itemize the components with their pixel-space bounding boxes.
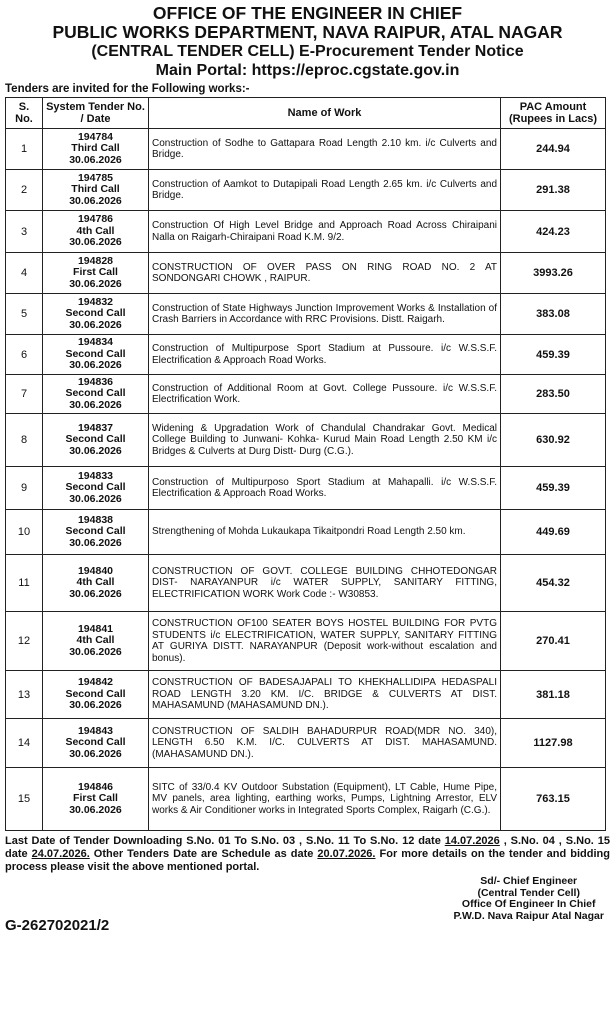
- cell-sno: 5: [6, 294, 43, 335]
- tender-date: 30.06.2026: [69, 194, 122, 207]
- tender-tender: 194786: [77, 213, 114, 226]
- table-row: [6, 211, 606, 253]
- cell-pac-amount: 381.18: [501, 671, 606, 719]
- tender-call: 4th Call: [76, 576, 115, 589]
- cell-pac-amount: 383.08: [501, 294, 606, 335]
- cell-pac-amount: 449.69: [501, 510, 606, 555]
- signature-line: Sd/- Chief Engineer: [480, 875, 578, 887]
- tender-date: 30.06.2026: [69, 803, 122, 816]
- cell-name-of-work: Construction of Aamkot to Dutapipali Road Length 2.65 km. i/c Culverts and Bridge.: [149, 170, 501, 211]
- footer-note: [5, 835, 610, 874]
- footer-date: 20.07.2026.: [317, 848, 376, 860]
- tender-call: First Call: [73, 266, 118, 279]
- table-row: [6, 510, 606, 555]
- tender-date: 30.06.2026: [69, 153, 122, 166]
- notice-title: (CENTRAL TENDER CELL) E-Procurement Tender Notice: [91, 43, 524, 60]
- header-sno: S. No.: [6, 98, 43, 129]
- footer-date: 24.07.2026.: [31, 848, 90, 860]
- table-row: [6, 467, 606, 510]
- cell-tender-no: [43, 170, 149, 211]
- cell-sno: 7: [6, 375, 43, 414]
- table-row: [6, 294, 606, 335]
- tender-date: 30.06.2026: [69, 236, 122, 249]
- cell-sno: 12: [6, 612, 43, 671]
- tender-date: 30.06.2026: [69, 444, 122, 457]
- tender-date: 30.06.2026: [69, 398, 122, 411]
- table-row: [6, 129, 606, 170]
- cell-pac-amount: 424.23: [501, 211, 606, 253]
- cell-sno: 4: [6, 253, 43, 294]
- cell-pac-amount: 3993.26: [501, 253, 606, 294]
- cell-name-of-work: Construction of Additional Room at Govt. College Pussoure. i/c W.S.S.F. Electrification Work.: [149, 375, 501, 414]
- cell-tender-no: [43, 612, 149, 671]
- table-row: [6, 170, 606, 211]
- cell-pac-amount: 454.32: [501, 555, 606, 612]
- tender-tender: 194840: [77, 564, 114, 577]
- notice-bottom: [5, 876, 610, 936]
- cell-pac-amount: 459.39: [501, 467, 606, 510]
- office-title: OFFICE OF THE ENGINEER IN CHIEF: [152, 3, 463, 23]
- header-tender-no: System Tender No. / Date: [43, 98, 149, 129]
- tender-tender: 194841: [77, 622, 114, 635]
- tender-call: Second Call: [65, 307, 126, 320]
- cell-sno: 6: [6, 335, 43, 375]
- footer-text: Other Tenders Date are Schedule as date: [89, 848, 318, 860]
- tender-call: Third Call: [71, 142, 120, 155]
- cell-sno: 9: [6, 467, 43, 510]
- cell-sno: 1: [6, 129, 43, 170]
- cell-name-of-work: CONSTRUCTION OF GOVT. COLLEGE BUILDING CHHOTEDONGAR DIST- NARAYANPUR i/c WATER SUPPLY, SANITARY FITTING, ELECTRIFICATION WORK Work Code :- W30853.: [149, 555, 501, 612]
- tender-date: 30.06.2026: [69, 645, 122, 658]
- tender-tender: 194784: [77, 130, 114, 143]
- cell-pac-amount: 283.50: [501, 375, 606, 414]
- cell-name-of-work: CONSTRUCTION OF OVER PASS ON RING ROAD NO. 2 AT SONDONGARI CHOWK , RAIPUR.: [149, 253, 501, 294]
- table-row: [6, 335, 606, 375]
- cell-name-of-work: Construction of Sodhe to Gattapara Road Length 2.10 km. i/c Culverts and Bridge.: [149, 129, 501, 170]
- table-row: [6, 414, 606, 467]
- tender-call: Second Call: [65, 687, 126, 700]
- tender-call: 4th Call: [76, 634, 115, 647]
- cell-sno: 8: [6, 414, 43, 467]
- cell-name-of-work: Strengthening of Mohda Lukaukapa Tikaitpondri Road Length 2.50 km.: [149, 510, 501, 555]
- cell-name-of-work: CONSTRUCTION OF100 SEATER BOYS HOSTEL BUILDING FOR PVTG STUDENTS i/c ELECTRIFICATION, WATER SUPPLY, SANITARY FITTING AT GURIYA DISTT. NARAYANPUR (Deposit work-without escalation and bonus).: [149, 612, 501, 671]
- cell-pac-amount: 291.38: [501, 170, 606, 211]
- cell-pac-amount: 1127.98: [501, 719, 606, 768]
- tender-call: Second Call: [65, 736, 126, 749]
- tender-call: Second Call: [65, 481, 126, 494]
- tender-tender: 194828: [77, 254, 114, 267]
- cell-name-of-work: Construction of Multipurpose Sport Stadium at Pussoure. i/c W.S.S.F. Electrification & Approach Road Works.: [149, 335, 501, 375]
- tender-tender: 194833: [77, 469, 114, 482]
- cell-tender-no: [43, 414, 149, 467]
- tender-notice: [5, 4, 610, 1004]
- cell-sno: 14: [6, 719, 43, 768]
- table-body: [6, 129, 606, 831]
- cell-name-of-work: Construction Of High Level Bridge and Approach Road Across Chiraipani Nalla on Raigarh-Chiraipani Road K.M. 9/2.: [149, 211, 501, 253]
- tender-date: 30.06.2026: [69, 747, 122, 760]
- cell-pac-amount: 459.39: [501, 335, 606, 375]
- cell-pac-amount: 270.41: [501, 612, 606, 671]
- cell-pac-amount: 630.92: [501, 414, 606, 467]
- tender-call: Second Call: [65, 433, 126, 446]
- tender-tender: 194842: [77, 676, 114, 689]
- cell-tender-no: [43, 671, 149, 719]
- cell-tender-no: [43, 211, 149, 253]
- signature-block: [453, 876, 604, 922]
- tender-call: Second Call: [65, 387, 126, 400]
- table-row: [6, 719, 606, 768]
- cell-name-of-work: Construction of State Highways Junction Improvement Works & Installation of Crash Barriers in Accordance with RRC Provisions. Distt. Raigarh.: [149, 294, 501, 335]
- table-row: [6, 671, 606, 719]
- tender-table: [5, 97, 606, 831]
- tender-tender: 194836: [77, 375, 114, 388]
- cell-tender-no: [43, 510, 149, 555]
- table-header-row: [6, 98, 606, 129]
- table-row: [6, 253, 606, 294]
- tender-call: First Call: [73, 792, 118, 805]
- cell-sno: 2: [6, 170, 43, 211]
- table-row: [6, 612, 606, 671]
- tender-tender: 194843: [77, 724, 114, 737]
- notice-header: [5, 4, 610, 80]
- cell-name-of-work: CONSTRUCTION OF SALDIH BAHADURPUR ROAD(MDR NO. 340), LENGTH 6.50 K.M. I/C. CULVERTS AT DIST. MAHASAMUND. (MAHASAMUND DN.).: [149, 719, 501, 768]
- tender-tender: 194838: [77, 513, 114, 526]
- signature-line: P.W.D. Nava Raipur Atal Nagar: [453, 909, 604, 922]
- portal-line: Main Portal: https://eproc.cgstate.gov.in: [155, 62, 460, 79]
- cell-name-of-work: Construction of Multipurposo Sport Stadium at Mahapalli. i/c W.S.S.F. Electrification & Approach Road Works.: [149, 467, 501, 510]
- table-row: [6, 555, 606, 612]
- tender-call: Second Call: [65, 525, 126, 538]
- cell-tender-no: [43, 467, 149, 510]
- cell-pac-amount: 244.94: [501, 129, 606, 170]
- cell-tender-no: [43, 335, 149, 375]
- footer-text: , S.No. 04 , S.No. 15 date: [5, 835, 610, 860]
- tender-tender: 194837: [77, 421, 114, 434]
- tender-tender: 194785: [77, 171, 114, 184]
- invite-text: Tenders are invited for the Following works:-: [5, 83, 250, 95]
- cell-tender-no: [43, 768, 149, 831]
- tender-date: 30.06.2026: [69, 699, 122, 712]
- table-row: [6, 375, 606, 414]
- footer-text: For more details on the tender and bidding process please visit the above mentioned portal.: [5, 848, 610, 873]
- tender-date: 30.06.2026: [69, 277, 122, 290]
- tender-tender: 194834: [77, 336, 114, 349]
- tender-call: Third Call: [71, 183, 120, 196]
- cell-sno: 15: [6, 768, 43, 831]
- tender-tender: 194846: [77, 780, 114, 793]
- tender-date: 30.06.2026: [69, 587, 122, 600]
- cell-tender-no: [43, 375, 149, 414]
- cell-name-of-work: Widening & Upgradation Work of Chandulal Chandrakar Govt. Medical College Building to Junwani- Kohka- Kurud Main Road Length 2.50 KM i/c Bridges & Culverts at Durg Distt- Durg (C.G.).: [149, 414, 501, 467]
- tender-call: Second Call: [65, 347, 126, 360]
- tender-call: 4th Call: [76, 224, 115, 237]
- header-name-of-work: Name of Work: [149, 98, 501, 129]
- cell-sno: 13: [6, 671, 43, 719]
- cell-tender-no: [43, 719, 149, 768]
- cell-name-of-work: CONSTRUCTION OF BADESAJAPALI TO KHEKHALLIDIPA HEDASPALI ROAD LENGTH 3.20 KM. I/C. BRIDGE & CULVERTS AT DIST. MAHASAMUND (MAHASAMUND DN.).: [149, 671, 501, 719]
- cell-sno: 3: [6, 211, 43, 253]
- cell-tender-no: [43, 294, 149, 335]
- footer-text: Last Date of Tender Downloading S.No. 01 To S.No. 03 , S.No. 11 To S.No. 12 date: [5, 835, 445, 847]
- cell-sno: 11: [6, 555, 43, 612]
- signature-line: (Central Tender Cell): [477, 886, 580, 899]
- cell-name-of-work: SITC of 33/0.4 KV Outdoor Substation (Equipment), LT Cable, Hume Pipe, MV panels, area lighting, earthing works, Pumps, Lightning Arrestor, ELV works & Air Conditioner works in Integrated Sports Complex, Raigarh (C.G.).: [149, 768, 501, 831]
- cell-tender-no: [43, 253, 149, 294]
- cell-tender-no: [43, 555, 149, 612]
- tender-date: 30.06.2026: [69, 318, 122, 331]
- tender-date: 30.06.2026: [69, 492, 122, 505]
- footer-date: 14.07.2026: [444, 835, 500, 847]
- table-row: [6, 768, 606, 831]
- cell-sno: 10: [6, 510, 43, 555]
- tender-date: 30.06.2026: [69, 536, 122, 549]
- tender-date: 30.06.2026: [69, 359, 122, 372]
- cell-pac-amount: 763.15: [501, 768, 606, 831]
- tender-tender: 194832: [77, 295, 114, 308]
- cell-tender-no: [43, 129, 149, 170]
- header-pac-amount: PAC Amount (Rupees in Lacs): [501, 98, 606, 129]
- signature-line: Office Of Engineer In Chief: [461, 898, 596, 910]
- reference-code: G-262702021/2: [5, 917, 110, 934]
- department-title: PUBLIC WORKS DEPARTMENT, NAVA RAIPUR, ATAL NAGAR: [52, 22, 563, 42]
